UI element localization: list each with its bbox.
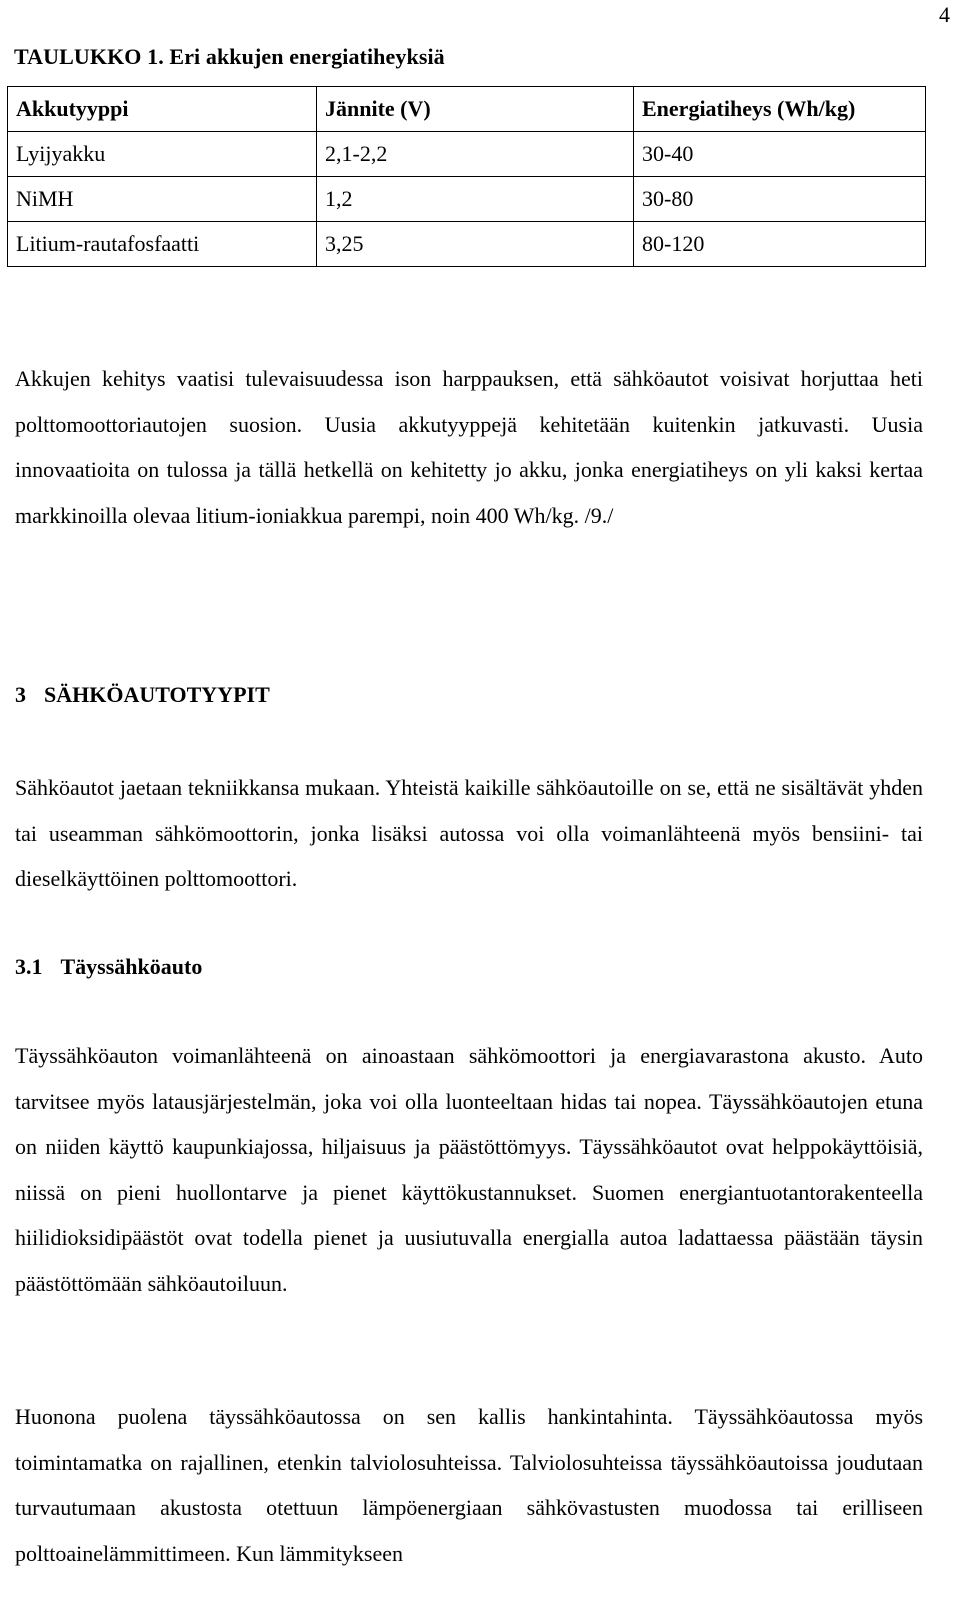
table-cell: NiMH: [8, 177, 317, 222]
header-voltage: Jännite (V): [317, 87, 634, 132]
section-title: Täyssähköauto: [60, 954, 203, 979]
table-cell: 2,1-2,2: [317, 132, 634, 177]
table-cell: 80-120: [634, 222, 926, 267]
table-caption: TAULUKKO 1. Eri akkujen energiatiheyksiä: [14, 44, 445, 69]
energy-density-table: [7, 86, 926, 267]
table-cell: 1,2: [317, 177, 634, 222]
page-number: 4: [939, 2, 950, 27]
paragraph-ev-types: Sähköautot jaetaan tekniikkansa mukaan. Yhteistä kaikille sähköautoille on se, että ne sisältävät yhden tai useamman sähkömoottorin, jonka lisäksi autossa voi olla voimanlähteenä myös bensiini- tai dieselkäyttöinen polttomoottori.: [15, 775, 923, 891]
table-row: [8, 132, 926, 177]
table-cell: 3,25: [317, 222, 634, 267]
table-cell: 30-80: [634, 177, 926, 222]
table-cell: 30-40: [634, 132, 926, 177]
paragraph-bev-drawbacks: Huonona puolena täyssähköautossa on sen kallis hankintahinta. Täyssähköautossa myös toimintamatka on rajallinen, etenkin talviolosuhteissa. Talviolosuhteissa täyssähköautoissa joudutaan turvautumaan akustosta otettuun lämpöenergiaan sähkövastusten muodossa tai erilliseen polttoainelämmittimeen. Kun lämmitykseen: [15, 1404, 923, 1566]
section-number: 3: [15, 682, 26, 707]
section-title: SÄHKÖAUTOTYYPIT: [44, 682, 270, 707]
section-heading-3: [15, 682, 270, 708]
table-row: [8, 177, 926, 222]
table-cell: Litium-rautafosfaatti: [8, 222, 317, 267]
table-cell: Lyijyakku: [8, 132, 317, 177]
section-heading-3-1: [15, 954, 202, 980]
table-row: [8, 222, 926, 267]
header-energy-density: Energiatiheys (Wh/kg): [634, 87, 926, 132]
header-battery-type: Akkutyyppi: [8, 87, 317, 132]
paragraph-battery-development: Akkujen kehitys vaatisi tulevaisuudessa ison harppauksen, että sähköautot voisivat horjuttaa heti polttomoottoriautojen suosion. Uusia akkutyyppejä kehitetään kuitenkin jatkuvasti. Uusia innovaatioita on tulossa ja tällä hetkellä on kehitetty jo akku, jonka energiatiheys on yli kaksi kertaa markkinoilla olevaa litium-ioniakkua parempi, noin 400 Wh/kg. /9./: [15, 366, 923, 528]
section-number: 3.1: [15, 954, 43, 979]
paragraph-bev-description: Täyssähköauton voimanlähteenä on ainoastaan sähkömoottori ja energiavarastona akusto. Auto tarvitsee myös latausjärjestelmän, joka voi olla luonteeltaan hidas tai nopea. Täyssähköautojen etuna on niiden käyttö kaupunkiajossa, hiljaisuus ja päästöttömyys. Täyssähköautot ovat helppokäyttöisiä, niissä on pieni huollontarve ja pienet käyttökustannukset. Suomen energiantuotantorakenteella hiilidioksidipäästöt ovat todella pienet ja uusiutuvalla energialla autoa ladattaessa päästään täysin päästöttömään sähköautoiluun.: [15, 1043, 923, 1296]
table-header-row: [8, 87, 926, 132]
